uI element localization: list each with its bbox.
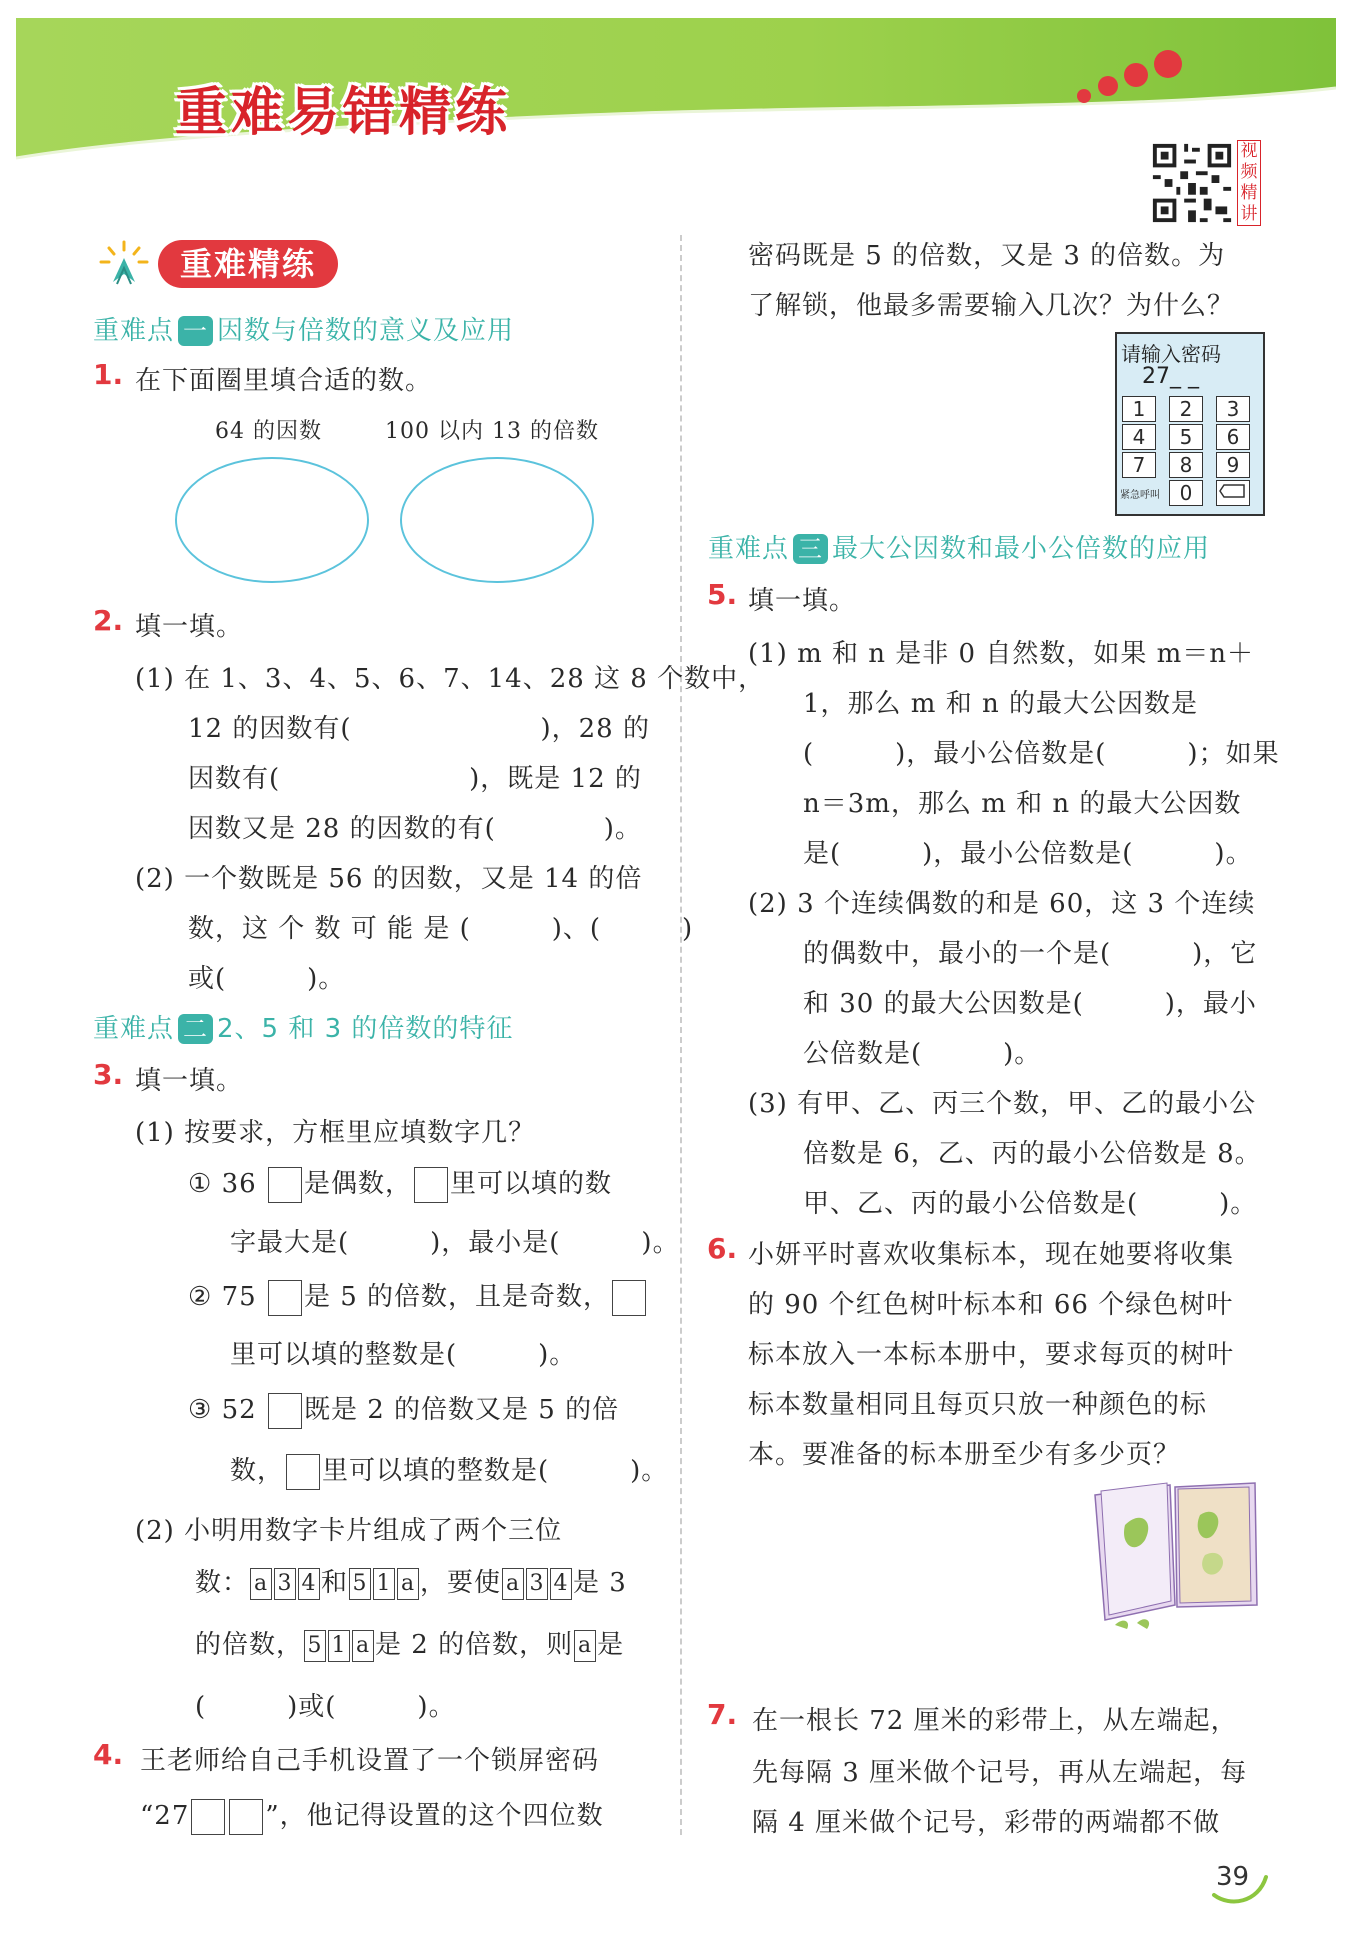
question-line: 数，这 个 数 可 能 是 ( )、( )	[188, 914, 694, 944]
qr-code-icon[interactable]	[1148, 140, 1236, 226]
key-4[interactable]: 4	[1122, 424, 1156, 450]
question-line: 或( )。	[188, 964, 346, 994]
question-line: 标本放入一本标本册中，要求每页的树叶	[748, 1340, 1235, 1370]
key-6[interactable]: 6	[1216, 424, 1250, 450]
answer-box[interactable]	[268, 1167, 302, 1203]
question-line: 王老师给自己手机设置了一个锁屏密码	[140, 1746, 600, 1776]
answer-oval-left[interactable]	[175, 457, 369, 583]
specimen-book-illustration	[1085, 1475, 1265, 1635]
answer-box[interactable]	[268, 1280, 302, 1316]
question-line: 1，那么 m 和 n 的最大公因数是	[803, 689, 1199, 719]
question-line: 公倍数是( )。	[803, 1039, 1042, 1069]
question-line: 的 90 个红色树叶标本和 66 个绿色树叶	[748, 1290, 1234, 1320]
question-line: 数， 里可以填的整数是( )。	[230, 1450, 668, 1490]
question-line: n＝3m，那么 m 和 n 的最大公因数	[803, 789, 1242, 819]
question-line: 因数又是 28 的因数的有( )。	[188, 814, 642, 844]
question-line: 了解锁，他最多需要输入几次？为什么？	[748, 291, 1235, 321]
question-line: “27 ”，他记得设置的这个四位数	[140, 1795, 604, 1835]
keypad-title: 请输入密码	[1121, 342, 1221, 366]
question-line: 小妍平时喜欢收集标本，现在她要将收集	[748, 1240, 1235, 1270]
phone-keypad	[1115, 332, 1265, 516]
question-line: ① 36 是偶数， 里可以填的数	[188, 1163, 612, 1203]
page-number: 39	[1216, 1862, 1250, 1892]
key-5[interactable]: 5	[1169, 424, 1203, 450]
question-number: 2.	[93, 604, 124, 637]
question-line: 字最大是( )，最小是( )。	[230, 1228, 680, 1258]
question-line: 本。要准备的标本册至少有多少页？	[748, 1440, 1181, 1470]
question-number: 4.	[93, 1738, 124, 1771]
question-line: 的偶数中，最小的一个是( )，它	[803, 939, 1258, 969]
question-text: 填一填。	[135, 612, 244, 642]
key-7[interactable]: 7	[1122, 452, 1156, 478]
question-line: (1) 按要求，方框里应填数字几？	[135, 1118, 536, 1148]
question-line: 的倍数， 5 1 a 是 2 的倍数，则 a 是	[195, 1630, 625, 1660]
question-line: ( )或( )。	[195, 1692, 456, 1722]
question-line: 甲、乙、丙的最小公倍数是( )。	[803, 1189, 1258, 1219]
question-line: 倍数是 6，乙、丙的最小公倍数是 8。	[803, 1139, 1262, 1169]
question-line: 12 的因数有( )，28 的	[188, 714, 650, 744]
question-line: (1) 在 1、3、4、5、6、7、14、28 这 8 个数中，	[135, 664, 766, 694]
emergency-call-label[interactable]: 紧急呼叫	[1120, 490, 1160, 501]
backspace-icon	[1218, 481, 1248, 501]
star-burst-icon	[95, 238, 153, 290]
question-line: 密码既是 5 的倍数，又是 3 的倍数。为	[748, 241, 1226, 271]
question-line: (2) 一个数既是 56 的因数，又是 14 的倍	[135, 864, 643, 894]
key-8[interactable]: 8	[1169, 452, 1203, 478]
key-point-2: 重难点 二 2、5 和 3 的倍数的特征	[93, 1014, 514, 1044]
question-text: 填一填。	[135, 1066, 244, 1096]
qr-label: 视频精讲	[1237, 140, 1261, 226]
question-line: ( )，最小公倍数是( )；如果	[803, 739, 1280, 769]
key-0[interactable]: 0	[1169, 480, 1203, 506]
question-line: 隔 4 厘米做个记号，彩带的两端都不做	[752, 1808, 1221, 1838]
question-number: 6.	[707, 1232, 738, 1265]
question-line: (2) 3 个连续偶数的和是 60，这 3 个连续	[748, 889, 1256, 919]
answer-box[interactable]	[191, 1799, 225, 1835]
page-title: 重难易错精练	[175, 83, 512, 143]
oval-label-left: 64 的因数	[215, 419, 322, 444]
key-point-1: 重难点 一 因数与倍数的意义及应用	[93, 316, 515, 346]
question-text: 在下面圈里填合适的数。	[135, 366, 433, 396]
key-point-3: 重难点 三 最大公因数和最小公倍数的应用	[708, 534, 1211, 564]
oval-label-right: 100 以内 13 的倍数	[385, 419, 599, 444]
question-line: (3) 有甲、乙、丙三个数，甲、乙的最小公	[748, 1089, 1257, 1119]
column-divider	[680, 235, 682, 1835]
keypad-display: 27_ _	[1142, 364, 1199, 389]
question-text: 填一填。	[748, 586, 857, 616]
question-line: 先每隔 3 厘米做个记号，再从左端起，每	[752, 1758, 1248, 1788]
question-line: 数： a 3 4 和 5 1 a ，要使 a 3 4 是 3	[195, 1568, 627, 1598]
question-line: 因数有( )，既是 12 的	[188, 764, 642, 794]
question-number: 7.	[707, 1698, 738, 1731]
answer-box[interactable]	[612, 1280, 646, 1316]
question-line: (1) m 和 n 是非 0 自然数，如果 m＝n＋	[748, 639, 1255, 669]
question-line: 里可以填的整数是( )。	[230, 1340, 577, 1370]
question-line: ③ 52 既是 2 的倍数又是 5 的倍	[188, 1389, 619, 1429]
key-3[interactable]: 3	[1216, 396, 1250, 422]
question-number: 3.	[93, 1058, 124, 1091]
section-title: 重难精练	[158, 240, 338, 288]
key-9[interactable]: 9	[1216, 452, 1250, 478]
key-1[interactable]: 1	[1122, 396, 1156, 422]
answer-box[interactable]	[268, 1393, 302, 1429]
question-number: 1.	[93, 358, 124, 391]
backspace-key[interactable]	[1216, 480, 1250, 506]
question-line: (2) 小明用数字卡片组成了两个三位	[135, 1516, 563, 1546]
question-line: 和 30 的最大公因数是( )，最小	[803, 989, 1257, 1019]
question-line: 是( )，最小公倍数是( )。	[803, 839, 1253, 869]
question-line: 标本数量相同且每页只放一种颜色的标	[748, 1390, 1208, 1420]
answer-box[interactable]	[414, 1167, 448, 1203]
question-line: ② 75 是 5 的倍数，且是奇数，	[188, 1276, 648, 1316]
answer-box[interactable]	[286, 1454, 320, 1490]
key-2[interactable]: 2	[1169, 396, 1203, 422]
question-line: 在一根长 72 厘米的彩带上，从左端起，	[752, 1706, 1238, 1736]
question-number: 5.	[707, 578, 738, 611]
answer-box[interactable]	[229, 1799, 263, 1835]
answer-oval-right[interactable]	[400, 457, 594, 583]
